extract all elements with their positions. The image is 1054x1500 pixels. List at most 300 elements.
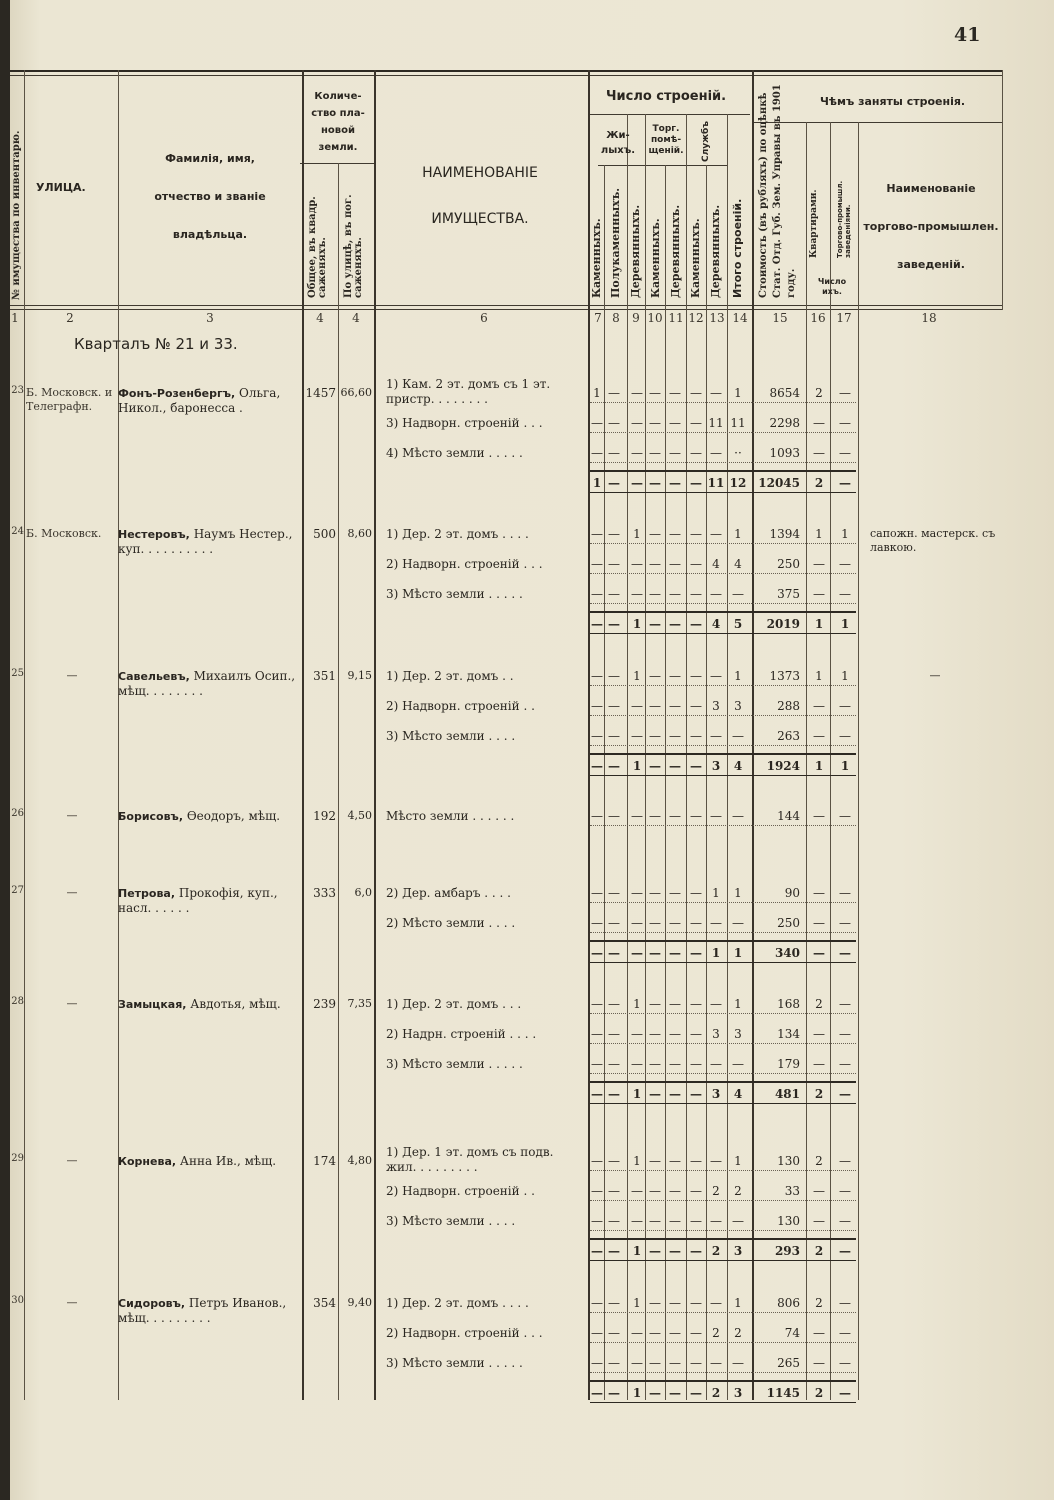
item-count-cell: — bbox=[649, 1057, 661, 1071]
item-count-cell: — bbox=[591, 997, 603, 1011]
item-count-cell: 11 bbox=[730, 416, 746, 430]
owner-details: Ѳеодоръ, мѣщ. bbox=[183, 809, 281, 823]
total-count-cell: 11 bbox=[707, 476, 725, 490]
colnum-18: 18 bbox=[921, 311, 937, 325]
item-count-cell: — bbox=[690, 587, 702, 601]
colnum-2: 2 bbox=[66, 311, 74, 325]
header-cost: Стоимость (въ рубляхъ) по оцѣнкѣ Стат. Отд. Губ. Зем. Управы въ 1901 году. bbox=[758, 84, 797, 298]
colnum-6: 6 bbox=[480, 311, 488, 325]
entry-number: 28 bbox=[11, 996, 24, 1007]
item-name: 2) Надворн. строеній . . bbox=[386, 1184, 535, 1198]
total-cost: 1145 bbox=[766, 1386, 800, 1400]
total-count-cell: — bbox=[631, 476, 643, 490]
item-apartments: — bbox=[813, 886, 825, 900]
item-count-cell: 2 bbox=[734, 1184, 742, 1198]
item-apartments: 2 bbox=[815, 1296, 823, 1310]
item-count-cell: — bbox=[710, 997, 722, 1011]
header-owner: Фамилія, имя, отчество и званіе владѣльца. bbox=[154, 152, 266, 241]
item-trade-count: 1 bbox=[841, 669, 849, 683]
colnum-11: 11 bbox=[668, 311, 684, 325]
item-trade-count: — bbox=[839, 809, 851, 823]
total-rule-bottom bbox=[590, 1103, 856, 1104]
owner-details: Анна Ив., мѣщ. bbox=[176, 1154, 277, 1168]
item-rule bbox=[590, 932, 856, 933]
item-count-cell: — bbox=[690, 1296, 702, 1310]
header-residential: Жи-лыхъ. bbox=[600, 130, 636, 156]
item-count-cell: — bbox=[732, 587, 744, 601]
item-count-cell: — bbox=[710, 1296, 722, 1310]
total-count-cell: — bbox=[591, 1087, 603, 1101]
item-count-cell: — bbox=[591, 1184, 603, 1198]
item-count-cell: — bbox=[631, 1027, 643, 1041]
item-name: 3) Мѣсто земли . . . . . bbox=[386, 1057, 523, 1071]
total-rule-top bbox=[590, 940, 856, 942]
land-subheader-rule bbox=[300, 163, 374, 164]
item-rule bbox=[590, 1043, 856, 1044]
owner-surname: Сидоровъ, bbox=[118, 1297, 186, 1310]
item-count-cell: — bbox=[690, 809, 702, 823]
total-count-cell: — bbox=[690, 1386, 702, 1400]
header-bottom-rule bbox=[10, 305, 1002, 306]
item-count-cell: — bbox=[669, 916, 681, 930]
item-count-cell: — bbox=[690, 1184, 702, 1198]
total-count-cell: 1 bbox=[632, 759, 642, 773]
entry-frontage: 4,80 bbox=[347, 1154, 372, 1167]
total-rule-top bbox=[590, 753, 856, 755]
item-trade-count: — bbox=[839, 557, 851, 571]
item-count-cell: — bbox=[710, 916, 722, 930]
item-count-cell: — bbox=[649, 587, 661, 601]
item-rule bbox=[590, 715, 856, 716]
item-count-cell: — bbox=[710, 587, 722, 601]
item-rule bbox=[590, 543, 856, 544]
total-count-cell: 1 bbox=[711, 946, 721, 960]
item-count-cell: — bbox=[591, 669, 603, 683]
col-divider-13 bbox=[727, 114, 728, 1400]
item-count-cell: — bbox=[608, 1154, 620, 1168]
total-count-cell: 3 bbox=[711, 759, 721, 773]
item-cost: 375 bbox=[777, 587, 800, 601]
item-count-cell: — bbox=[631, 446, 643, 460]
item-count-cell: — bbox=[608, 916, 620, 930]
total-trade-count: — bbox=[839, 1386, 851, 1400]
total-count-cell: — bbox=[649, 946, 661, 960]
total-count-cell: 1 bbox=[632, 1386, 642, 1400]
item-name: 1) Кам. 2 эт. домъ съ 1 эт. пристр. . . . . . . . bbox=[386, 377, 551, 406]
entry-owner bbox=[118, 1154, 300, 1169]
total-count-cell: — bbox=[608, 1244, 620, 1258]
total-apartments: — bbox=[813, 946, 825, 960]
item-count-cell: — bbox=[710, 527, 722, 541]
colnum-5: 4 bbox=[352, 311, 360, 325]
total-trade-count: 1 bbox=[840, 617, 850, 631]
total-rule-top bbox=[590, 1238, 856, 1240]
item-rule bbox=[590, 1170, 856, 1171]
total-count-cell: 1 bbox=[632, 1087, 642, 1101]
item-count-cell: — bbox=[690, 729, 702, 743]
entry-area: 354 bbox=[313, 1296, 336, 1310]
entry-owner bbox=[118, 1296, 300, 1326]
total-cost: 2019 bbox=[766, 617, 800, 631]
entry-street: — bbox=[66, 997, 78, 1010]
colnum-8: 8 bbox=[612, 311, 620, 325]
total-count-cell: 3 bbox=[711, 1087, 721, 1101]
item-count-cell: 3 bbox=[712, 1027, 720, 1041]
item-trade-count: — bbox=[839, 1214, 851, 1228]
total-count-cell: — bbox=[608, 1087, 620, 1101]
item-count-cell: — bbox=[591, 729, 603, 743]
item-count-cell: — bbox=[669, 1184, 681, 1198]
item-count-cell: — bbox=[690, 557, 702, 571]
total-rule-bottom bbox=[590, 775, 856, 776]
header-wooden-1: Деревянныхъ. bbox=[629, 204, 642, 298]
item-count-cell: — bbox=[631, 416, 643, 430]
total-apartments: 1 bbox=[814, 759, 824, 773]
item-count-cell: — bbox=[591, 886, 603, 900]
colnum-17: 17 bbox=[836, 311, 852, 325]
colnum-9: 9 bbox=[632, 311, 640, 325]
item-count-cell: — bbox=[608, 416, 620, 430]
col-divider-17 bbox=[858, 122, 859, 1400]
total-count-cell: 12 bbox=[729, 476, 747, 490]
colnum-14: 14 bbox=[732, 311, 748, 325]
col-divider-18 bbox=[1002, 70, 1003, 310]
item-count-cell: — bbox=[690, 386, 702, 400]
col-divider-2 bbox=[118, 70, 119, 1400]
item-count-cell: — bbox=[608, 1214, 620, 1228]
item-count-cell: 1 bbox=[734, 527, 742, 541]
total-count-cell: — bbox=[608, 759, 620, 773]
item-count-cell: — bbox=[732, 1057, 744, 1071]
item-name: 1) Дер. 1 эт. домъ съ подв. жил. . . . . . . . . bbox=[386, 1145, 554, 1174]
item-count-cell: — bbox=[710, 1214, 722, 1228]
item-count-cell: 11 bbox=[708, 416, 724, 430]
owner-surname: Петрова, bbox=[118, 887, 176, 900]
total-count-cell: — bbox=[608, 476, 620, 490]
item-trade-count: — bbox=[839, 1356, 851, 1370]
item-count-cell: — bbox=[649, 809, 661, 823]
total-count-cell: 1 bbox=[592, 476, 602, 490]
item-count-cell: 3 bbox=[734, 699, 742, 713]
item-count-cell: — bbox=[631, 809, 643, 823]
entry-number: 23 bbox=[11, 385, 24, 396]
establishment-name: сапожн. мастерск. съ лавкою. bbox=[870, 527, 996, 555]
col-divider-3 bbox=[302, 70, 304, 1400]
item-count-cell: — bbox=[649, 416, 661, 430]
item-count-cell: — bbox=[649, 1184, 661, 1198]
total-count-cell: 3 bbox=[733, 1386, 743, 1400]
item-cost: 1373 bbox=[769, 669, 800, 683]
entry-street: Б. Московск. bbox=[26, 527, 102, 540]
item-count-cell: — bbox=[631, 1184, 643, 1198]
item-count-cell: — bbox=[649, 386, 661, 400]
item-count-cell: — bbox=[649, 1356, 661, 1370]
header-total-buildings: Итого строеній. bbox=[731, 198, 744, 298]
owner-surname: Фонъ-Розенбергъ, bbox=[118, 387, 236, 400]
total-count-cell: — bbox=[690, 759, 702, 773]
item-count-cell: — bbox=[669, 446, 681, 460]
item-count-cell: — bbox=[669, 557, 681, 571]
total-count-cell: 2 bbox=[711, 1244, 721, 1258]
header-wooden-3: Деревянныхъ. bbox=[709, 204, 722, 298]
item-count-cell: — bbox=[690, 527, 702, 541]
owner-surname: Корнева, bbox=[118, 1155, 177, 1168]
colnum-10: 10 bbox=[647, 311, 663, 325]
item-cost: 1093 bbox=[769, 446, 800, 460]
item-count-cell: — bbox=[669, 1356, 681, 1370]
item-name: 1) Дер. 2 эт. домъ . . . bbox=[386, 997, 522, 1011]
item-count-cell: — bbox=[649, 1326, 661, 1340]
item-count-cell: — bbox=[649, 557, 661, 571]
total-cost: 12045 bbox=[758, 476, 800, 490]
header-trade-industrial: Торгово-промышл. заведеніями. bbox=[836, 180, 852, 258]
item-apartments: — bbox=[813, 809, 825, 823]
total-cost: 293 bbox=[774, 1244, 800, 1258]
item-count-cell: — bbox=[631, 699, 643, 713]
entry-area: 192 bbox=[313, 809, 336, 823]
item-name: 3) Мѣсто земли . . . . bbox=[386, 1214, 516, 1228]
total-count-cell: 2 bbox=[711, 1386, 721, 1400]
item-count-cell: — bbox=[710, 1356, 722, 1370]
item-count-cell: — bbox=[669, 669, 681, 683]
col-divider-5 bbox=[374, 70, 376, 1400]
item-count-cell: — bbox=[710, 1057, 722, 1071]
item-trade-count: — bbox=[839, 1154, 851, 1168]
item-cost: 806 bbox=[777, 1296, 800, 1310]
item-count-cell: — bbox=[591, 1214, 603, 1228]
entry-frontage: 8,60 bbox=[347, 527, 372, 540]
item-count-cell: — bbox=[591, 1027, 603, 1041]
item-count-cell: — bbox=[732, 1356, 744, 1370]
book-spine bbox=[0, 0, 10, 1500]
total-count-cell: — bbox=[649, 1087, 661, 1101]
item-count-cell: — bbox=[608, 1356, 620, 1370]
establishment-name: — bbox=[929, 669, 941, 682]
item-count-cell: — bbox=[710, 446, 722, 460]
item-count-cell: 1 bbox=[734, 386, 742, 400]
item-count-cell: — bbox=[591, 446, 603, 460]
total-count-cell: 3 bbox=[733, 1244, 743, 1258]
total-cost: 481 bbox=[774, 1087, 800, 1101]
table-top-rule-2 bbox=[10, 75, 1002, 76]
item-count-cell: — bbox=[732, 1214, 744, 1228]
table-top-rule bbox=[10, 70, 1002, 72]
entry-street: — bbox=[66, 809, 78, 822]
item-apartments: 2 bbox=[815, 1154, 823, 1168]
total-count-cell: — bbox=[690, 476, 702, 490]
item-rule bbox=[590, 1230, 856, 1231]
item-name: 2) Мѣсто земли . . . . bbox=[386, 916, 516, 930]
header-land-street: По улицѣ, въ пог. саженяхъ. bbox=[343, 194, 364, 298]
page-number: 41 bbox=[954, 24, 981, 46]
item-count-cell: — bbox=[608, 386, 620, 400]
item-count-cell: — bbox=[669, 699, 681, 713]
total-rule-bottom bbox=[590, 962, 856, 963]
header-buildings-count: Число строеній. bbox=[606, 89, 727, 104]
item-count-cell: 3 bbox=[712, 699, 720, 713]
item-rule bbox=[590, 573, 856, 574]
total-apartments: 1 bbox=[814, 617, 824, 631]
item-count-cell: 4 bbox=[734, 557, 742, 571]
entry-number: 25 bbox=[11, 668, 24, 679]
item-rule bbox=[590, 402, 856, 403]
total-count-cell: — bbox=[690, 617, 702, 631]
item-count-cell: — bbox=[649, 729, 661, 743]
col-divider-9 bbox=[645, 114, 646, 1400]
entry-owner bbox=[118, 527, 300, 557]
total-count-cell: — bbox=[690, 1244, 702, 1258]
item-count-cell: — bbox=[690, 446, 702, 460]
item-count-cell: — bbox=[690, 669, 702, 683]
col-divider-8 bbox=[627, 114, 628, 1400]
item-count-cell: — bbox=[591, 587, 603, 601]
item-cost: 288 bbox=[777, 699, 800, 713]
item-cost: 90 bbox=[784, 886, 800, 900]
item-count-cell: — bbox=[669, 1214, 681, 1228]
item-count-cell: — bbox=[631, 886, 643, 900]
item-count-cell: — bbox=[690, 416, 702, 430]
item-count-cell: — bbox=[591, 809, 603, 823]
total-trade-count: — bbox=[839, 946, 851, 960]
item-count-cell: — bbox=[608, 446, 620, 460]
entry-area: 1457 bbox=[305, 386, 336, 400]
total-rule-bottom bbox=[590, 1402, 856, 1403]
item-count-cell: — bbox=[669, 587, 681, 601]
item-apartments: — bbox=[813, 699, 825, 713]
item-rule bbox=[590, 685, 856, 686]
item-cost: 263 bbox=[777, 729, 800, 743]
item-count-cell: — bbox=[649, 1296, 661, 1310]
item-rule bbox=[590, 432, 856, 433]
item-trade-count: — bbox=[839, 886, 851, 900]
item-count-cell: — bbox=[631, 1326, 643, 1340]
item-apartments: 1 bbox=[815, 527, 823, 541]
item-cost: 168 bbox=[777, 997, 800, 1011]
total-count-cell: — bbox=[649, 1244, 661, 1258]
entry-number: 30 bbox=[11, 1295, 24, 1306]
item-trade-count: — bbox=[839, 587, 851, 601]
item-count-cell: — bbox=[608, 669, 620, 683]
colnum-13: 13 bbox=[709, 311, 725, 325]
item-rule bbox=[590, 1200, 856, 1201]
total-count-cell: — bbox=[669, 1244, 681, 1258]
item-apartments: 2 bbox=[815, 386, 823, 400]
item-count-cell: — bbox=[631, 1356, 643, 1370]
entry-street: Б. Московск. и Телеграфн. bbox=[26, 386, 113, 413]
item-name: Мѣсто земли . . . . . . bbox=[386, 809, 515, 823]
entry-street: — bbox=[66, 1154, 78, 1167]
item-count-cell: — bbox=[591, 416, 603, 430]
total-count-cell: — bbox=[669, 946, 681, 960]
entry-area: 174 bbox=[313, 1154, 336, 1168]
item-count-cell: — bbox=[669, 809, 681, 823]
item-count-cell: — bbox=[690, 1027, 702, 1041]
total-rule-top bbox=[590, 1380, 856, 1382]
item-count-cell: — bbox=[591, 1057, 603, 1071]
item-count-cell: 1 bbox=[734, 669, 742, 683]
item-count-cell: — bbox=[690, 1057, 702, 1071]
item-count-cell: ·· bbox=[734, 446, 742, 460]
entry-frontage: 4,50 bbox=[347, 809, 372, 822]
total-apartments: 2 bbox=[814, 1087, 824, 1101]
buildings-sub-rule bbox=[598, 165, 728, 166]
item-count-cell: — bbox=[649, 527, 661, 541]
header-services: Службъ bbox=[701, 120, 711, 162]
item-cost: 1394 bbox=[769, 527, 800, 541]
item-apartments: — bbox=[813, 1184, 825, 1198]
header-trade: Торг. помѣ-щеній. bbox=[648, 124, 684, 156]
item-apartments: — bbox=[813, 446, 825, 460]
item-apartments: — bbox=[813, 587, 825, 601]
item-count-cell: — bbox=[690, 997, 702, 1011]
entry-street: — bbox=[66, 669, 78, 682]
item-count-cell: — bbox=[669, 416, 681, 430]
item-count-cell: 1 bbox=[734, 997, 742, 1011]
total-count-cell: 1 bbox=[632, 617, 642, 631]
item-cost: 74 bbox=[784, 1326, 800, 1340]
item-count-cell: — bbox=[608, 1326, 620, 1340]
item-count-cell: — bbox=[591, 527, 603, 541]
item-cost: 144 bbox=[777, 809, 800, 823]
item-count-cell: — bbox=[649, 997, 661, 1011]
item-rule bbox=[590, 745, 856, 746]
colnum-4: 4 bbox=[316, 311, 324, 325]
header-wooden-2: Деревянныхъ. bbox=[669, 204, 682, 298]
item-name: 1) Дер. 2 эт. домъ . . bbox=[386, 669, 514, 683]
item-apartments: 1 bbox=[815, 669, 823, 683]
item-cost: 265 bbox=[777, 1356, 800, 1370]
item-count-cell: 2 bbox=[712, 1326, 720, 1340]
entry-number: 26 bbox=[11, 808, 24, 819]
item-count-cell: — bbox=[608, 699, 620, 713]
item-count-cell: — bbox=[591, 916, 603, 930]
entry-owner bbox=[118, 886, 300, 916]
item-trade-count: — bbox=[839, 1057, 851, 1071]
item-trade-count: — bbox=[839, 916, 851, 930]
item-count-cell: — bbox=[732, 729, 744, 743]
total-count-cell: — bbox=[631, 946, 643, 960]
item-apartments: — bbox=[813, 557, 825, 571]
total-count-cell: — bbox=[669, 759, 681, 773]
entry-area: 333 bbox=[313, 886, 336, 900]
item-count-cell: — bbox=[690, 916, 702, 930]
item-apartments: — bbox=[813, 1356, 825, 1370]
col-divider-1 bbox=[24, 70, 25, 1400]
entry-owner bbox=[118, 809, 300, 824]
header-stone-2: Каменныхъ. bbox=[649, 218, 662, 298]
item-count-cell: — bbox=[669, 1296, 681, 1310]
item-count-cell: — bbox=[669, 997, 681, 1011]
item-count-cell: — bbox=[591, 699, 603, 713]
item-cost: 2298 bbox=[769, 416, 800, 430]
item-count-cell: 3 bbox=[734, 1027, 742, 1041]
total-count-cell: — bbox=[690, 946, 702, 960]
item-count-cell: — bbox=[591, 1356, 603, 1370]
total-cost: 1924 bbox=[766, 759, 800, 773]
item-count-cell: — bbox=[710, 1154, 722, 1168]
total-count-cell: — bbox=[669, 1386, 681, 1400]
item-count-cell: — bbox=[591, 1326, 603, 1340]
item-trade-count: — bbox=[839, 386, 851, 400]
header-half-stone: Полукаменныхъ. bbox=[609, 187, 622, 298]
col-divider-11 bbox=[686, 114, 687, 1400]
item-count-cell: — bbox=[608, 729, 620, 743]
colnum-12: 12 bbox=[688, 311, 704, 325]
item-count-cell: 1 bbox=[633, 1154, 641, 1168]
item-count-cell: 1 bbox=[734, 1296, 742, 1310]
owner-details: Петръ Иванов., мѣщ. . . . . . . . . bbox=[118, 1296, 287, 1325]
item-count-cell: — bbox=[608, 1057, 620, 1071]
